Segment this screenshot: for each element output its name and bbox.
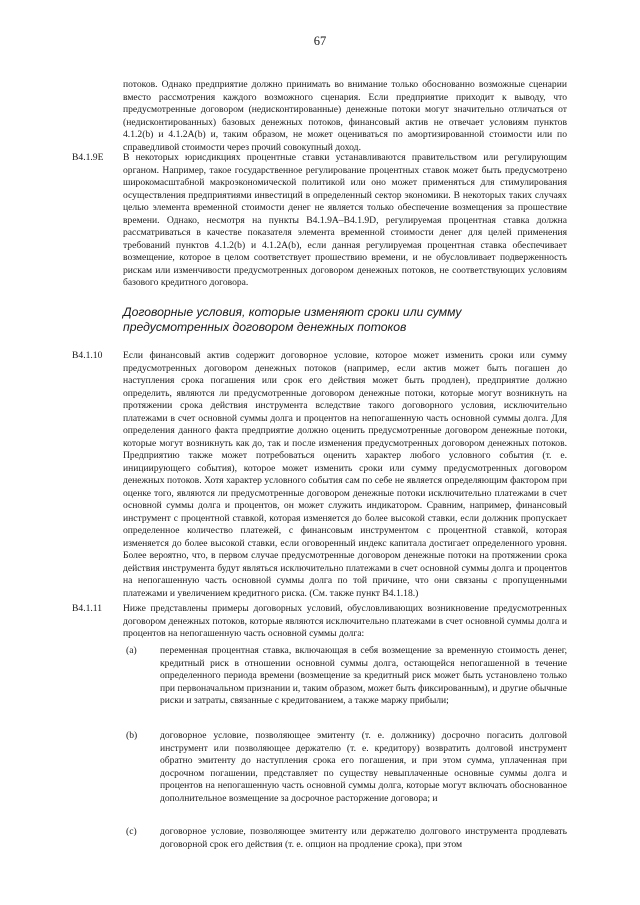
paragraph-text: Ниже представлены примеры договорных условий, обусловливающих возникновение предусмотренных договором денежных потоков, которые являются исключительно платежами в счет основной суммы долга и процентов на непогашенную часть основной суммы долга: [123,603,567,639]
continuation-paragraph: потоков. Однако предприятие должно принимать во внимание только обоснованно возможные сценарии вместо рассмотрения каждого возможного сценария. Если предприятие приходит к выводу, что предусмотренные договором (недисконтированные) денежные потоки могут значительно отличаться от (недисконтированных) базовых денежных потоков, финансовый актив не отвечает условиям пунктов 4.1.2(b) и 4.1.2A(b) и, таким образом, не может оцениваться по амортизированной стоимости или по справедливой стоимости через прочий совокупный доход. [123,79,567,153]
list-item-marker: (c) [126,826,137,837]
list-item-marker: (b) [126,730,138,741]
list-item-text: договорное условие, позволяющее эмитенту (т. е. должнику) досрочно погасить долговой инструмент или позволяющее держателю (т. е. кредитору) возвратить долговой инструмент обратно эмитенту до наступления срока его погашения, и при этом сумма, уплаченная при досрочном погашении, представляет по существу невыплаченные основные суммы долга и процентов на непогашенную часть основной суммы долга, которые могут включать обоснованное дополнительное возмещение за досрочное расторжение договора; и [160,730,567,804]
paragraph-number: B4.1.10 [72,350,103,361]
paragraph-number: B4.1.9E [72,152,104,163]
list-item-marker: (a) [126,645,137,656]
list-item-text: договорное условие, позволяющее эмитенту или держателю долгового инструмента продлевать договорной срок его действия (т. е. опцион на продление срока), при этом [160,826,567,850]
page-number: 67 [313,34,327,48]
paragraph-text: В некоторых юрисдикциях процентные ставки устанавливаются правительством или регулирующим органом. Например, такое государственное регулирование процентных ставок может быть предусмотрено широкомасштабной макроэкономической политикой или оно может применяться для стимулирования осуществления предприятиями инвестиций в определенный сектор экономики. В некоторых таких случаях целью элемента временной стоимости денег не является только обеспечение возмещения за прошествие времени. Однако, несмотря на пункты B4.1.9A–B4.1.9D, регулируемая процентная ставка должна рассматриваться в качестве показателя элемента временной стоимости денег для целей применения требований пунктов 4.1.2(b) и 4.1.2A(b), если данная регулируемая процентная ставка обеспечивает возмещение, которое в целом соответствует прошествию времени, и не обусловливает подверженность рискам или изменчивости предусмотренных договором денежных потоков, не соответствующих условиям базового кредитного договора. [123,152,567,288]
paragraph-number: B4.1.11 [72,603,103,614]
paragraph-text: Если финансовый актив содержит договорное условие, которое может изменить сроки или сумму предусмотренных договором денежных потоков (например, если актив может быть погашен до наступления срока погашения или срок его действия может быть продлен), предприятие должно определить, являются ли предусмотренные договором денежные потоки, которые могут возникнуть на протяжении срока действия инструмента вследствие такого договорного условия, исключительно платежами в счет основной суммы долга и процентов на непогашенную часть основной суммы долга. Для определения данного факта предприятие должно оценить предусмотренные договором денежные потоки, которые могут возникнуть как до, так и после изменения предусмотренных договором денежных потоков. Предприятию также может потребоваться оценить характер любого условного события (т. е. инициирующего события), которое может изменить сроки или сумму предусмотренных договором денежных потоков. Хотя характер условного события сам по себе не является определяющим фактором при оценке того, являются ли предусмотренные договором денежные потоки исключительно платежами в счет основной суммы долга и процентов, он может служить индикатором. Сравним, например, финансовый инструмент с процентной ставкой, которая изменяется до более высокой ставки, если должник пропускает определенное количество платежей, с финансовым инструментом с процентной ставкой, которая изменяется до более высокой ставки, если оговоренный индекс капитала достигает определенного уровня. Более вероятно, что, в первом случае предусмотренные договором денежные потоки на протяжении срока действия инструмента будут являться исключительно платежами в счет основной суммы долга и процентов на непогашенную часть основной суммы долга по той причине, что они связаны с пропущенными платежами и увеличением кредитного риска. (См. также пункт B4.1.18.) [123,350,567,599]
list-item-text: переменная процентная ставка, включающая в себя возмещение за временную стоимость денег, кредитный риск в отношении основной суммы долга, остающейся непогашенной в течение определенного периода времени (возмещение за кредитный риск может быть установлено только при первоначальном признании и, таким образом, может быть фиксированным), и другие обычные риски и затраты, связанные с кредитованием, а также маржу прибыли; [160,645,567,706]
section-heading: Договорные условия, которые изменяют сроки или сумму предусмотренных договором денежных потоков [123,305,462,334]
